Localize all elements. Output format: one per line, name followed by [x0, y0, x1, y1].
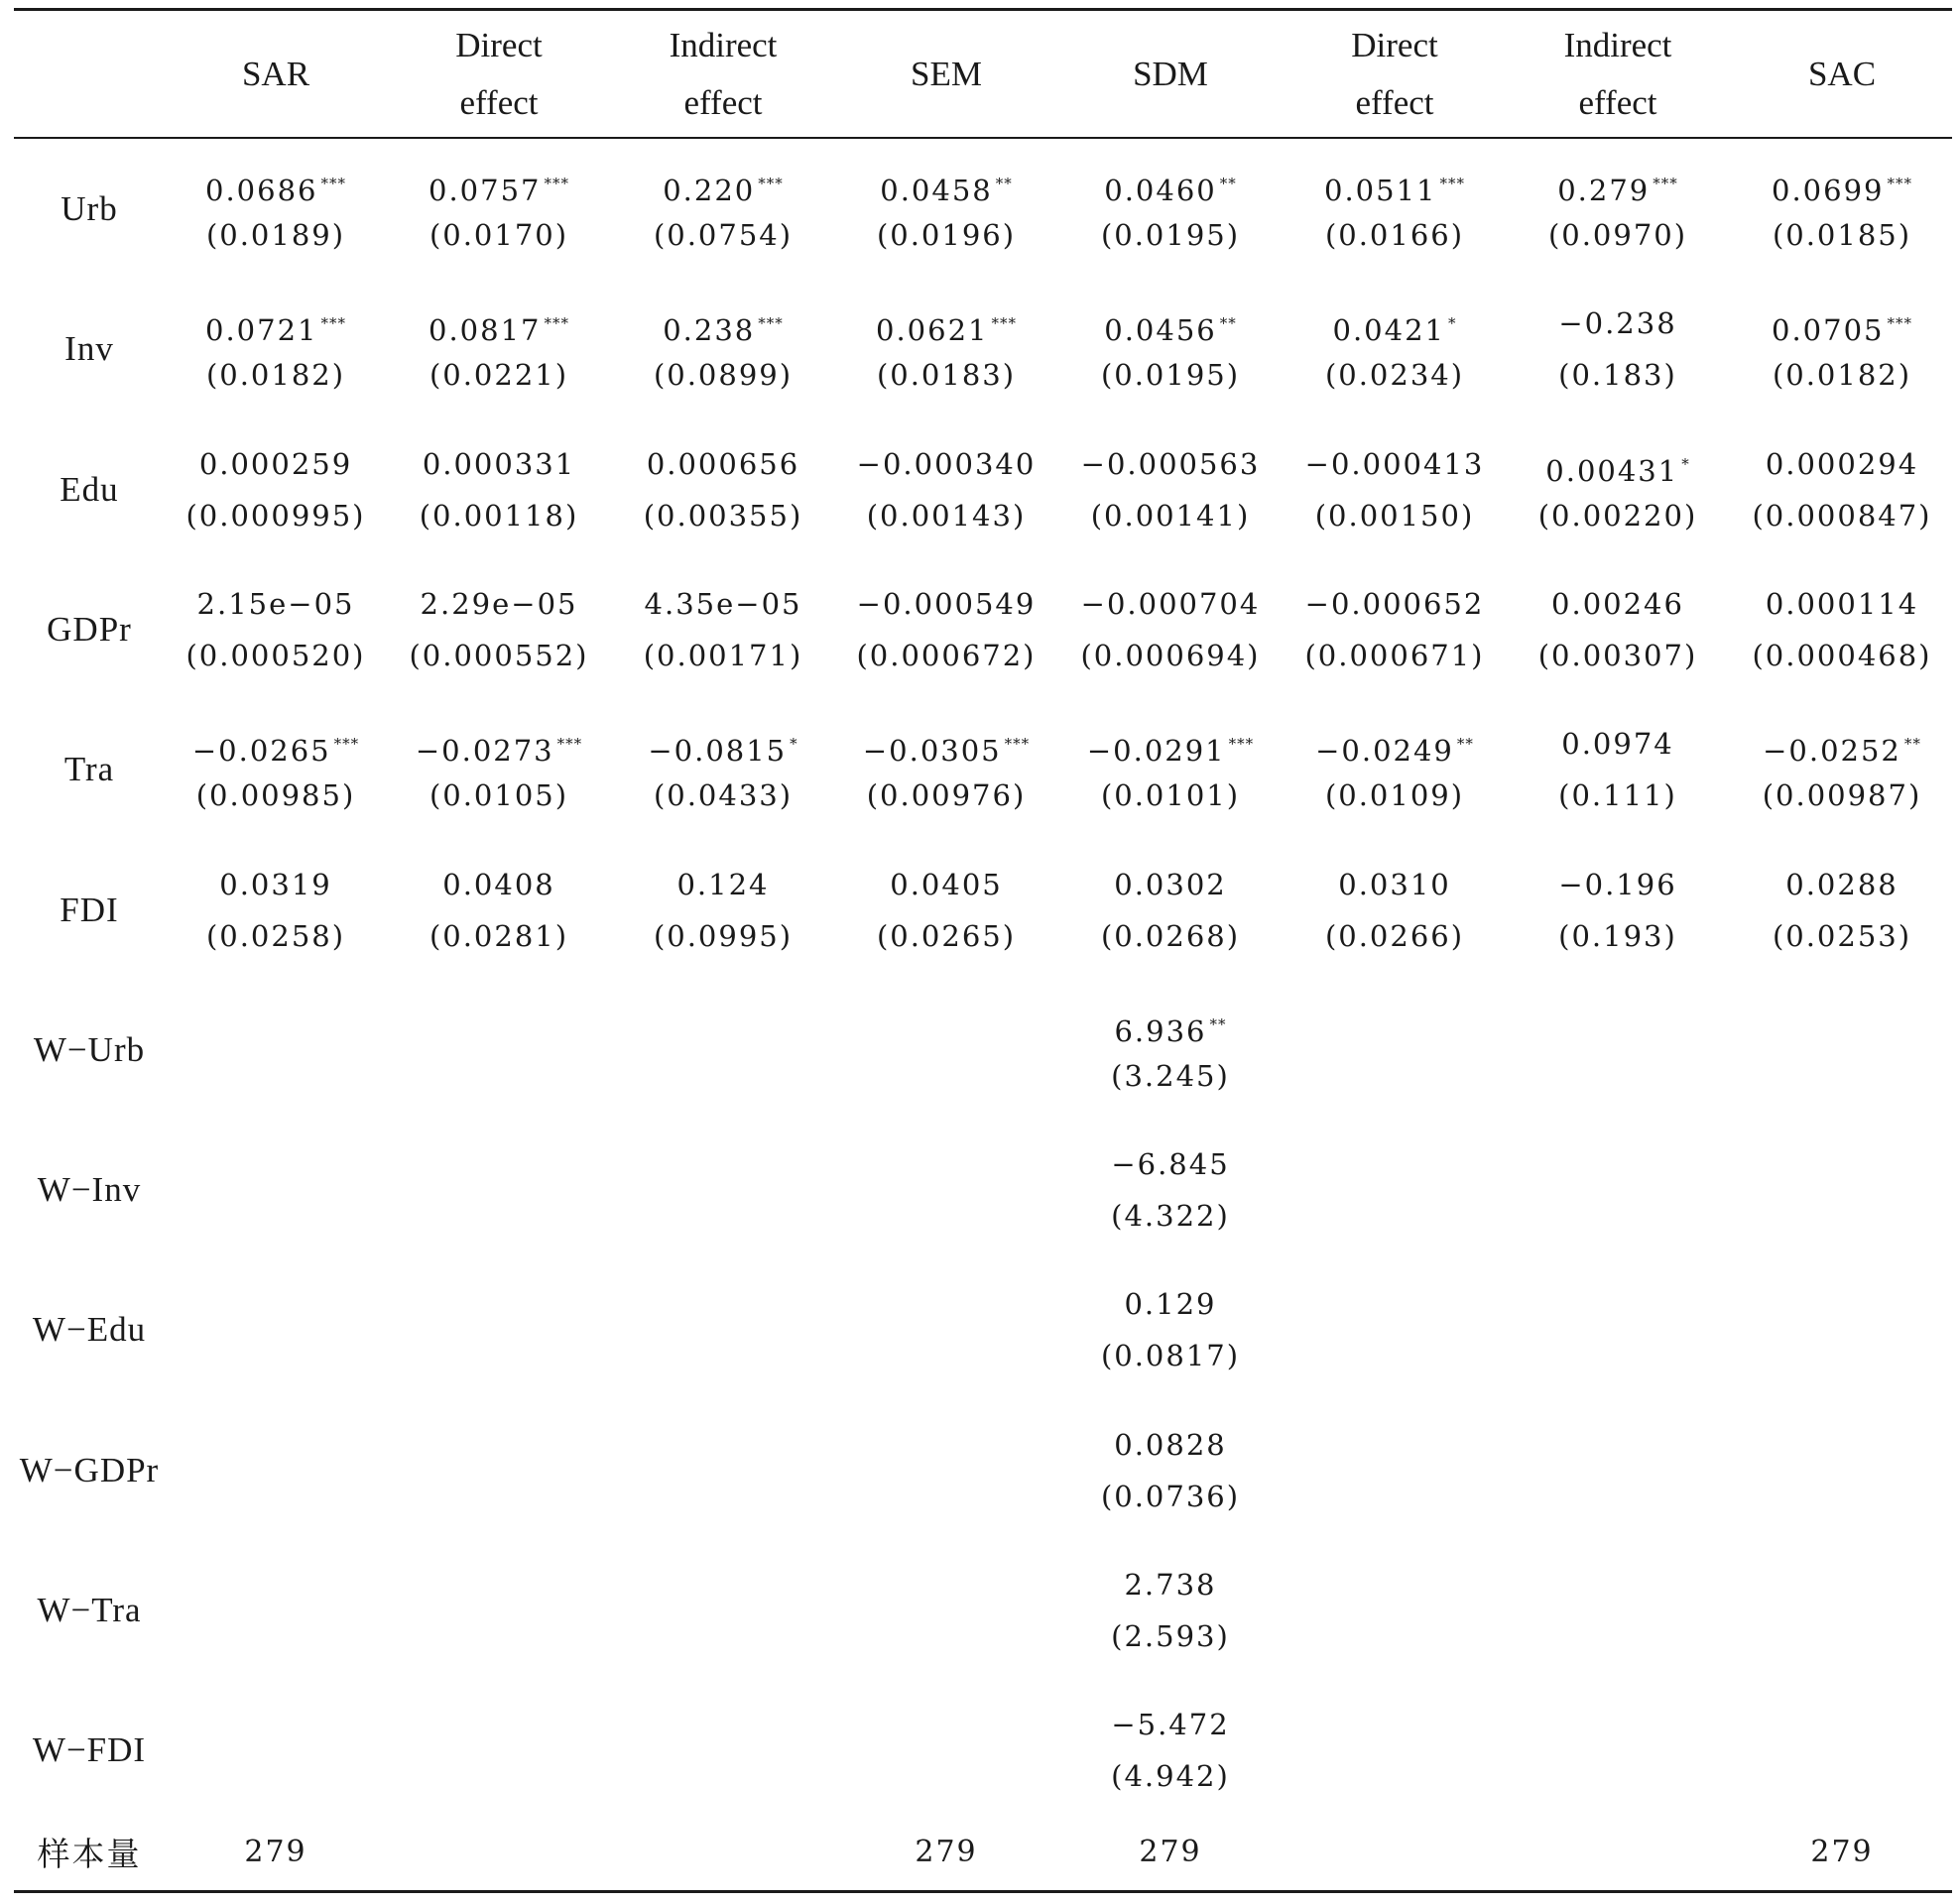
table-row: [0, 1419, 1960, 1522]
standard-error: (0.111): [1558, 778, 1677, 812]
row-label: GDPr: [47, 610, 132, 649]
coefficient-line: [648, 718, 797, 770]
significance-stars: **: [995, 175, 1013, 192]
coefficient-value: 0.129: [1124, 1287, 1217, 1321]
coefficient-line: [1104, 298, 1236, 349]
standard-error: (0.193): [1558, 919, 1677, 953]
coefficient-line: [1114, 1419, 1226, 1471]
sample-size-value: 279: [244, 1834, 307, 1869]
coefficient-value: 6.936: [1114, 1014, 1207, 1048]
coefficient-value: 0.0319: [219, 868, 332, 901]
coefficient-cell: [389, 438, 609, 541]
coefficient-line: [1087, 718, 1254, 770]
coefficient-line: [645, 578, 802, 630]
coefficient-value: −0.000549: [856, 587, 1037, 621]
coefficient-value: 0.0757: [429, 174, 542, 207]
coefficient-value: −0.000340: [856, 447, 1037, 481]
column-header-line2: effect: [1355, 82, 1434, 122]
significance-stars: ***: [1228, 735, 1255, 753]
coefficient-value: −5.472: [1111, 1708, 1230, 1741]
coefficient-value: 0.0621: [876, 313, 989, 347]
coefficient-value: −0.0305: [862, 734, 1002, 768]
coefficient-line: [199, 438, 352, 490]
standard-error: (4.322): [1111, 1199, 1230, 1233]
coefficient-value: 0.00246: [1551, 587, 1684, 621]
coefficient-cell: [389, 718, 609, 821]
coefficient-value: −0.196: [1558, 868, 1677, 901]
standard-error: (0.0183): [876, 358, 1017, 392]
coefficient-cell: [613, 718, 833, 821]
coefficient-cell: [166, 298, 386, 401]
coefficient-cell: [1285, 438, 1505, 541]
coefficient-line: [1305, 438, 1485, 490]
coefficient-line: [663, 158, 784, 209]
table-row: [0, 298, 1960, 401]
coefficient-value: 2.738: [1124, 1568, 1217, 1602]
coefficient-value: 0.0699: [1772, 174, 1885, 207]
significance-stars: ***: [758, 175, 784, 192]
column-header-line1: Direct: [455, 25, 543, 64]
standard-error: (0.0258): [205, 919, 346, 953]
standard-error: (0.0196): [876, 218, 1017, 252]
standard-error: (0.00220): [1537, 499, 1698, 533]
coefficient-cell: [1732, 578, 1952, 681]
coefficient-cell: [1060, 298, 1281, 401]
coefficient-cell: [1732, 298, 1952, 401]
coefficient-line: [1763, 718, 1921, 770]
standard-error: (0.0817): [1100, 1339, 1241, 1372]
significance-stars: *: [1447, 314, 1457, 332]
coefficient-line: [880, 158, 1012, 209]
coefficient-value: 0.238: [663, 313, 756, 347]
coefficient-line: [1111, 1138, 1229, 1190]
coefficient-cell: [1060, 1699, 1281, 1802]
coefficient-value: 0.0310: [1338, 868, 1451, 901]
standard-error: (0.0221): [429, 358, 569, 392]
coefficient-line: [890, 859, 1002, 910]
column-header-line1: SDM: [1133, 54, 1208, 93]
significance-stars: ***: [544, 314, 569, 332]
row-label: Urb: [61, 189, 118, 228]
standard-error: (0.00355): [643, 499, 803, 533]
coefficient-line: [857, 438, 1037, 490]
coefficient-value: 0.0705: [1772, 313, 1885, 347]
coefficient-line: [416, 718, 582, 770]
standard-error: (0.0995): [653, 919, 794, 953]
standard-error: (0.00171): [643, 639, 803, 672]
significance-stars: *: [790, 735, 798, 753]
column-header: [1060, 11, 1281, 137]
coefficient-cell: [1060, 1278, 1281, 1381]
coefficient-cell: [1060, 1138, 1281, 1242]
coefficient-value: 0.0511: [1324, 174, 1437, 207]
column-header: [166, 11, 386, 137]
coefficient-line: [442, 859, 554, 910]
standard-error: (0.000671): [1304, 639, 1485, 672]
coefficient-value: 0.0456: [1104, 313, 1217, 347]
coefficient-cell: [1508, 718, 1728, 821]
coefficient-value: 0.0974: [1561, 727, 1674, 761]
coefficient-line: [1557, 158, 1678, 209]
coefficient-line: [421, 578, 578, 630]
coefficient-line: [1772, 298, 1912, 349]
coefficient-cell: [1508, 158, 1728, 261]
row-label: W−Urb: [33, 1030, 146, 1069]
column-header-line2: effect: [1578, 82, 1657, 122]
coefficient-value: 0.000331: [422, 447, 576, 481]
coefficient-value: 4.35e−05: [644, 587, 802, 621]
standard-error: (0.00143): [866, 499, 1027, 533]
standard-error: (0.000995): [185, 499, 366, 533]
coefficient-cell: [613, 438, 833, 541]
table-row: [0, 1138, 1960, 1242]
coefficient-cell: [613, 298, 833, 401]
coefficient-value: 0.0421: [1332, 313, 1445, 347]
coefficient-value: −0.000563: [1080, 447, 1261, 481]
significance-stars: **: [1219, 175, 1237, 192]
coefficient-value: 2.29e−05: [420, 587, 578, 621]
coefficient-line: [205, 298, 346, 349]
column-header-line2: effect: [683, 82, 763, 122]
coefficient-line: [663, 298, 784, 349]
coefficient-cell: [1508, 859, 1728, 962]
column-header: [613, 11, 833, 137]
significance-stars: ***: [991, 314, 1017, 332]
coefficient-cell: [836, 718, 1056, 821]
significance-stars: ***: [1004, 735, 1031, 753]
coefficient-line: [1104, 158, 1236, 209]
coefficient-line: [1772, 158, 1912, 209]
coefficient-value: −0.000704: [1080, 587, 1261, 621]
significance-stars: **: [1903, 735, 1921, 753]
significance-stars: ***: [556, 735, 583, 753]
header-rule: [14, 137, 1952, 139]
significance-stars: ***: [758, 314, 784, 332]
table-row: [0, 859, 1960, 962]
column-header-line1: Direct: [1351, 25, 1438, 64]
standard-error: (2.593): [1111, 1619, 1230, 1653]
coefficient-line: [1333, 298, 1457, 349]
coefficient-cell: [1285, 298, 1505, 401]
column-header-line1: SAR: [241, 54, 310, 93]
standard-error: (0.00150): [1314, 499, 1475, 533]
coefficient-value: −0.0249: [1315, 734, 1454, 768]
standard-error: (0.0736): [1100, 1480, 1241, 1513]
coefficient-line: [1551, 578, 1684, 630]
coefficient-cell: [1732, 859, 1952, 962]
coefficient-line: [1081, 578, 1261, 630]
coefficient-line: [1315, 718, 1474, 770]
significance-stars: ***: [1653, 175, 1678, 192]
coefficient-cell: [1060, 578, 1281, 681]
coefficient-line: [1561, 718, 1673, 770]
standard-error: (0.0195): [1100, 218, 1241, 252]
coefficient-cell: [1732, 158, 1952, 261]
column-header: [1508, 11, 1728, 137]
coefficient-value: 0.000294: [1765, 447, 1919, 481]
column-header: [836, 11, 1056, 137]
standard-error: (0.0970): [1547, 218, 1688, 252]
coefficient-value: −6.845: [1111, 1147, 1230, 1181]
standard-error: (0.0265): [876, 919, 1017, 953]
standard-error: (0.0182): [205, 358, 346, 392]
coefficient-cell: [1060, 859, 1281, 962]
standard-error: (0.0433): [653, 778, 794, 812]
standard-error: (0.0101): [1100, 778, 1241, 812]
significance-stars: ***: [320, 314, 346, 332]
coefficient-line: [197, 578, 355, 630]
coefficient-value: 0.000656: [646, 447, 800, 481]
table-row: [0, 999, 1960, 1102]
coefficient-value: −0.0273: [415, 734, 554, 768]
coefficient-cell: [389, 298, 609, 401]
coefficient-value: 0.124: [676, 868, 770, 901]
coefficient-cell: [1060, 1419, 1281, 1522]
standard-error: (0.0182): [1772, 358, 1912, 392]
coefficient-value: 0.0288: [1785, 868, 1899, 901]
standard-error: (0.0189): [205, 218, 346, 252]
standard-error: (0.183): [1558, 358, 1677, 392]
table-row: [0, 1278, 1960, 1381]
significance-stars: **: [1209, 1015, 1227, 1033]
coefficient-value: 0.0828: [1114, 1428, 1227, 1462]
coefficient-cell: [166, 718, 386, 821]
significance-stars: ***: [1439, 175, 1465, 192]
standard-error: (0.00985): [195, 778, 356, 812]
standard-error: (0.0253): [1772, 919, 1912, 953]
coefficient-cell: [166, 578, 386, 681]
coefficient-cell: [836, 438, 1056, 541]
coefficient-value: 0.0405: [890, 868, 1003, 901]
standard-error: (0.0170): [429, 218, 569, 252]
coefficient-line: [205, 158, 346, 209]
row-label: W−FDI: [32, 1730, 147, 1769]
coefficient-cell: [836, 859, 1056, 962]
coefficient-line: [863, 718, 1030, 770]
significance-stars: *: [1681, 455, 1690, 473]
coefficient-line: [1324, 158, 1465, 209]
coefficient-line: [857, 578, 1037, 630]
bottom-rule: [14, 1890, 1952, 1893]
standard-error: (0.0899): [653, 358, 794, 392]
column-header-line1: SAC: [1807, 54, 1877, 93]
row-label: W−Inv: [37, 1170, 142, 1209]
significance-stars: ***: [1887, 175, 1912, 192]
coefficient-cell: [166, 859, 386, 962]
coefficient-cell: [1285, 158, 1505, 261]
significance-stars: ***: [1887, 314, 1912, 332]
column-header-line1: Indirect: [1563, 25, 1672, 64]
coefficient-value: 2.15e−05: [196, 587, 355, 621]
coefficient-value: −0.000413: [1304, 447, 1485, 481]
row-label: W−Tra: [37, 1591, 142, 1629]
column-header: [1285, 11, 1505, 137]
column-header-line1: Indirect: [669, 25, 778, 64]
coefficient-line: [1545, 438, 1689, 490]
standard-error: (0.0754): [653, 218, 794, 252]
standard-error: (0.00118): [419, 499, 579, 533]
coefficient-value: 0.0460: [1104, 174, 1217, 207]
coefficient-cell: [1060, 999, 1281, 1102]
sample-size-value: 279: [1139, 1834, 1202, 1869]
coefficient-value: 0.0408: [442, 868, 555, 901]
coefficient-cell: [836, 158, 1056, 261]
column-header-line2: effect: [459, 82, 539, 122]
standard-error: (3.245): [1111, 1059, 1230, 1093]
standard-error: (0.0195): [1100, 358, 1241, 392]
coefficient-cell: [389, 158, 609, 261]
sample-size-value: 279: [1810, 1834, 1874, 1869]
significance-stars: ***: [544, 175, 569, 192]
standard-error: (0.00307): [1537, 639, 1698, 672]
significance-stars: ***: [320, 175, 346, 192]
coefficient-cell: [1508, 438, 1728, 541]
coefficient-cell: [1732, 718, 1952, 821]
coefficient-line: [676, 859, 769, 910]
coefficient-line: [1124, 1559, 1216, 1610]
coefficient-cell: [1285, 578, 1505, 681]
coefficient-cell: [1060, 438, 1281, 541]
standard-error: (0.0234): [1324, 358, 1465, 392]
standard-error: (0.00141): [1090, 499, 1251, 533]
coefficient-line: [423, 438, 575, 490]
coefficient-value: −0.0265: [191, 734, 331, 768]
standard-error: (4.942): [1111, 1759, 1230, 1793]
coefficient-value: 0.0302: [1114, 868, 1227, 901]
coefficient-value: 0.220: [663, 174, 756, 207]
coefficient-line: [1081, 438, 1261, 490]
coefficient-value: 0.0817: [429, 313, 542, 347]
coefficient-value: 0.000114: [1765, 587, 1919, 621]
row-label: W−GDPr: [19, 1451, 160, 1489]
coefficient-line: [1114, 859, 1226, 910]
table-row: [0, 718, 1960, 821]
sample-size-row: [0, 1823, 1960, 1880]
column-header: [1732, 11, 1952, 137]
coefficient-cell: [166, 158, 386, 261]
coefficient-cell: [1285, 859, 1505, 962]
coefficient-cell: [389, 859, 609, 962]
table-row: [0, 438, 1960, 541]
coefficient-line: [1785, 859, 1898, 910]
coefficient-value: 0.0458: [880, 174, 993, 207]
coefficient-line: [1338, 859, 1450, 910]
coefficient-line: [876, 298, 1017, 349]
coefficient-line: [429, 298, 569, 349]
standard-error: (0.00987): [1762, 778, 1922, 812]
row-label: W−Edu: [32, 1310, 147, 1349]
standard-error: (0.0185): [1772, 218, 1912, 252]
standard-error: (0.0105): [429, 778, 569, 812]
significance-stars: ***: [333, 735, 360, 753]
coefficient-cell: [389, 578, 609, 681]
coefficient-cell: [1508, 578, 1728, 681]
coefficient-cell: [166, 438, 386, 541]
table-row: [0, 578, 1960, 681]
standard-error: (0.000468): [1752, 639, 1932, 672]
sample-size-label: 样本量: [37, 1834, 142, 1873]
coefficient-line: [219, 859, 331, 910]
coefficient-cell: [613, 578, 833, 681]
standard-error: (0.000672): [856, 639, 1037, 672]
coefficient-line: [1558, 859, 1676, 910]
coefficient-line: [1558, 298, 1676, 349]
coefficient-cell: [1732, 438, 1952, 541]
standard-error: (0.000520): [185, 639, 366, 672]
coefficient-value: 0.279: [1557, 174, 1651, 207]
coefficient-value: 0.000259: [198, 447, 353, 481]
table-row: [0, 1559, 1960, 1662]
row-label: Inv: [64, 329, 114, 368]
coefficient-line: [1114, 999, 1226, 1050]
row-label: Tra: [63, 750, 115, 788]
coefficient-cell: [1060, 1559, 1281, 1662]
significance-stars: **: [1456, 735, 1474, 753]
coefficient-cell: [613, 158, 833, 261]
coefficient-value: −0.238: [1558, 306, 1677, 340]
table-row: [0, 1699, 1960, 1802]
coefficient-line: [1766, 438, 1918, 490]
coefficient-value: −0.0252: [1763, 734, 1901, 768]
coefficient-cell: [1060, 718, 1281, 821]
coefficient-line: [192, 718, 359, 770]
coefficient-value: −0.0815: [648, 734, 788, 768]
row-label: Edu: [60, 470, 119, 509]
column-header-line1: SEM: [911, 54, 982, 93]
coefficient-cell: [1060, 158, 1281, 261]
standard-error: (0.00976): [866, 778, 1027, 812]
coefficient-cell: [613, 859, 833, 962]
coefficient-line: [1124, 1278, 1216, 1330]
coefficient-value: −0.0291: [1086, 734, 1226, 768]
standard-error: (0.0281): [429, 919, 569, 953]
table-row: [0, 158, 1960, 261]
coefficient-value: 0.00431: [1545, 454, 1679, 488]
significance-stars: **: [1219, 314, 1237, 332]
standard-error: (0.0109): [1324, 778, 1465, 812]
coefficient-value: 0.0721: [205, 313, 318, 347]
sample-size-value: 279: [915, 1834, 978, 1869]
standard-error: (0.0266): [1324, 919, 1465, 953]
coefficient-cell: [836, 578, 1056, 681]
coefficient-cell: [1508, 298, 1728, 401]
standard-error: (0.0268): [1100, 919, 1241, 953]
standard-error: (0.000552): [409, 639, 589, 672]
coefficient-line: [429, 158, 569, 209]
column-header: [389, 11, 609, 137]
coefficient-line: [1766, 578, 1918, 630]
coefficient-cell: [1285, 718, 1505, 821]
row-label: FDI: [60, 891, 119, 929]
standard-error: (0.000694): [1080, 639, 1261, 672]
standard-error: (0.000847): [1752, 499, 1932, 533]
coefficient-line: [1111, 1699, 1229, 1750]
coefficient-value: −0.000652: [1304, 587, 1485, 621]
coefficient-line: [1305, 578, 1485, 630]
coefficient-cell: [836, 298, 1056, 401]
coefficient-line: [647, 438, 799, 490]
coefficient-value: 0.0686: [205, 174, 318, 207]
standard-error: (0.0166): [1324, 218, 1465, 252]
